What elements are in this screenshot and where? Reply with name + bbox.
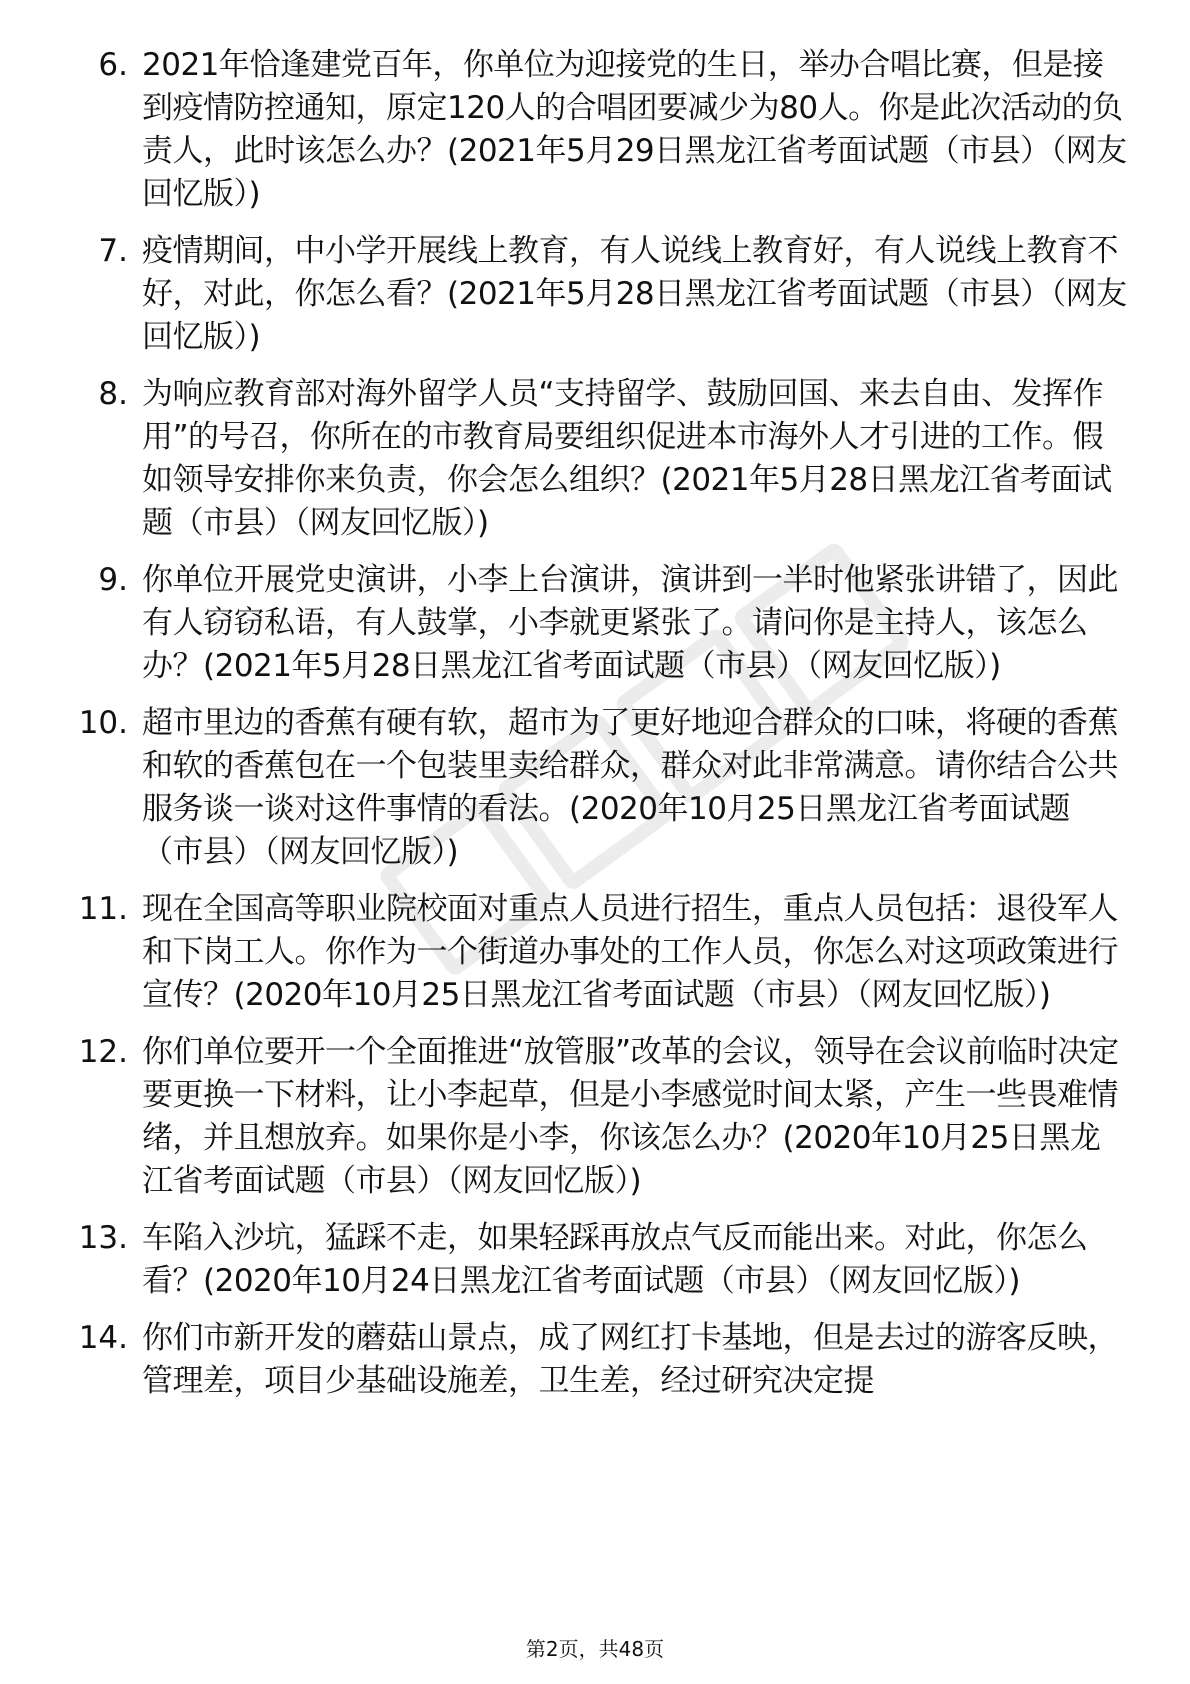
question-text: 你们市新开发的蘑菇山景点，成了网红打卡基地，但是去过的游客反映，管理差，项目少基础设施差，卫生差，经过研究决定提 (142, 1320, 1118, 1399)
question-item (70, 702, 1130, 874)
question-number: 10. (78, 705, 128, 741)
question-text: 2021年恰逢建党百年，你单位为迎接党的生日，举办合唱比赛，但是接到疫情防控通知，原定120人的合唱团要减少为80人。你是此次活动的负责人，此时该怎么办？(2021年5月29日黑龙江省考面试题（市县）（网友回忆版）) (142, 47, 1127, 212)
question-text: 疫情期间，中小学开展线上教育，有人说线上教育好，有人说线上教育不好，对此，你怎么看？(2021年5月28日黑龙江省考面试题（市县）（网友回忆版）) (142, 233, 1127, 355)
question-text: 为响应教育部对海外留学人员“支持留学、鼓励回国、来去自由、发挥作用”的号召，你所在的市教育局要组织促进本市海外人才引进的工作。假如领导安排你来负责，你会怎么组织？(2021年5月28日黑龙江省考面试题（市县）（网友回忆版）) (142, 376, 1112, 541)
question-number: 9. (98, 562, 128, 598)
question-list (70, 44, 1130, 1417)
question-number: 8. (98, 376, 128, 412)
question-item (70, 1317, 1130, 1403)
question-number: 13. (78, 1220, 128, 1256)
question-item (70, 373, 1130, 545)
question-text: 超市里边的香蕉有硬有软，超市为了更好地迎合群众的口味，将硬的香蕉和软的香蕉包在一个包装里卖给群众，群众对此非常满意。请你结合公共服务谈一谈对这件事情的看法。(2020年10月25日黑龙江省考面试题（市县）（网友回忆版）) (142, 705, 1118, 870)
question-number: 7. (98, 233, 128, 269)
question-text: 你们单位要开一个全面推进“放管服”改革的会议，领导在会议前临时决定要更换一下材料，让小李起草，但是小李感觉时间太紧，产生一些畏难情绪，并且想放弃。如果你是小李，你该怎么办？(2020年10月25日黑龙江省考面试题（市县）（网友回忆版）) (142, 1034, 1119, 1199)
question-item (70, 888, 1130, 1017)
question-item (70, 230, 1130, 359)
page-number: 第2页，共48页 (525, 1637, 665, 1661)
question-item (70, 1031, 1130, 1203)
question-text: 现在全国高等职业院校面对重点人员进行招生，重点人员包括：退役军人和下岗工人。你作为一个街道办事处的工作人员，你怎么对这项政策进行宣传？(2020年10月25日黑龙江省考面试题（市县）（网友回忆版）) (142, 891, 1118, 1013)
question-number: 14. (78, 1320, 128, 1356)
question-item (70, 559, 1130, 688)
question-text: 车陷入沙坑，猛踩不走，如果轻踩再放点气反而能出来。对此，你怎么看？(2020年10月24日黑龙江省考面试题（市县）（网友回忆版）) (142, 1220, 1088, 1299)
question-item (70, 1217, 1130, 1303)
question-number: 6. (98, 47, 128, 83)
question-number: 11. (78, 891, 128, 927)
question-item (70, 44, 1130, 216)
question-number: 12. (78, 1034, 128, 1070)
question-text: 你单位开展党史演讲，小李上台演讲，演讲到一半时他紧张讲错了，因此有人窃窃私语，有人鼓掌，小李就更紧张了。请问你是主持人，该怎么办？(2021年5月28日黑龙江省考面试题（市县）（网友回忆版）) (142, 562, 1118, 684)
